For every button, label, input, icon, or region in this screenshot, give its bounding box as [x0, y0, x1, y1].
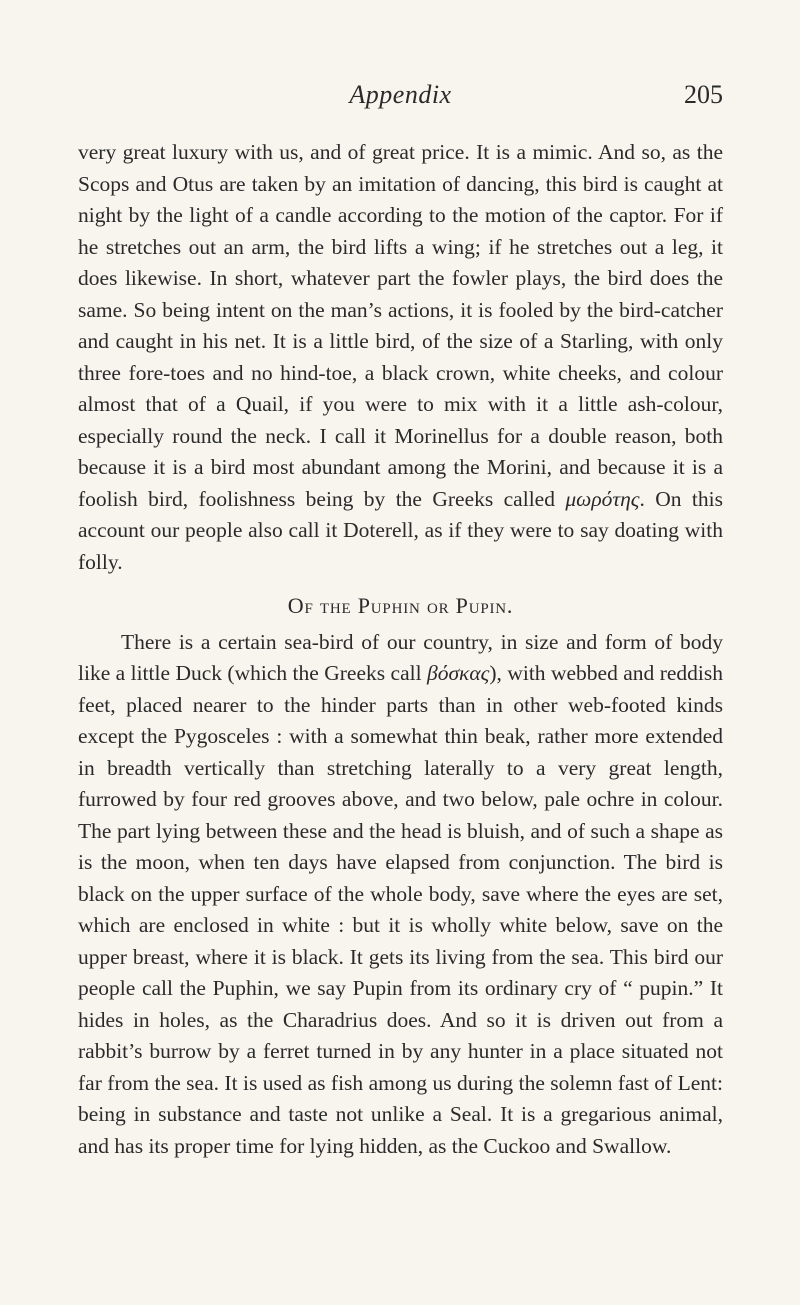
page-number: 205 — [684, 80, 723, 109]
paragraph-text: . On this account our people also call it Doterell, as if they were to say doating with folly. — [78, 486, 723, 574]
greek-word: βόσκας — [426, 661, 490, 685]
running-head — [78, 80, 723, 114]
paragraph-text: ), with webbed and reddish feet, placed nearer to the hinder parts than in other web-footed kinds except the Pygosceles : with a somewhat thin beak, rather more extended in breadth vertically than stretching laterally to a very great length, furrowed by four red grooves above, and two below, pale ochre in colour. The part lying between these and the head is bluish, and of such a shape as is the moon, when ten days have elapsed from conjunction. The bird is black on the upper surface of the whole body, save where the eyes are set, which are enclosed in white : but it is wholly white below, save on the upper breast, where it is black. It gets its living from the sea. This bird our people call the Puphin, we say Pupin from its ordinary cry of “ pupin.” It hides in holes, as the Charadrius does. And so it is driven out from a rabbit’s burrow by a ferret turned in by any hunter in a place situated not far from the sea. It is used as fish among us during the solemn fast of Lent: being in substance and taste not unlike a Seal. It is a gregarious animal, and has its proper time for lying hidden, as the Cuckoo and Swallow. — [78, 661, 723, 1158]
paragraph-puphin — [78, 627, 723, 1163]
body-text — [78, 137, 723, 1162]
paragraph-text: There is a certain sea-bird of our country, in size and form of body like a little Duck (which the Greeks call — [78, 629, 723, 685]
paragraph-text: very great luxury with us, and of great price. It is a mimic. And so, as the Scops and Otus are taken by an imitation of dancing, this bird is caught at night by the light of a candle according to the motion of the captor. For if he stretches out an arm, the bird lifts a wing; if he stretches out a leg, it does likewise. In short, whatever part the fowler plays, the bird does the same. So being intent on the man’s actions, it is fooled by the bird-catcher and caught in his net. It is a little bird, of the size of a Starling, with only three fore-toes and no hind-toe, a black crown, white cheeks, and colour almost that of a Quail, if you were to mix with it a little ash-colour, especially round the neck. I call it Morinellus for a double reason, both because it is a bird most abundant among the Morini, and because it is a foolish bird, foolishness being by the Greeks called — [78, 140, 723, 511]
section-heading: Of the Puphin or Pupin. — [287, 593, 514, 618]
greek-word: μωρότης — [565, 486, 640, 511]
paragraph-morinellus — [78, 137, 723, 578]
running-title: Appendix — [349, 80, 452, 109]
